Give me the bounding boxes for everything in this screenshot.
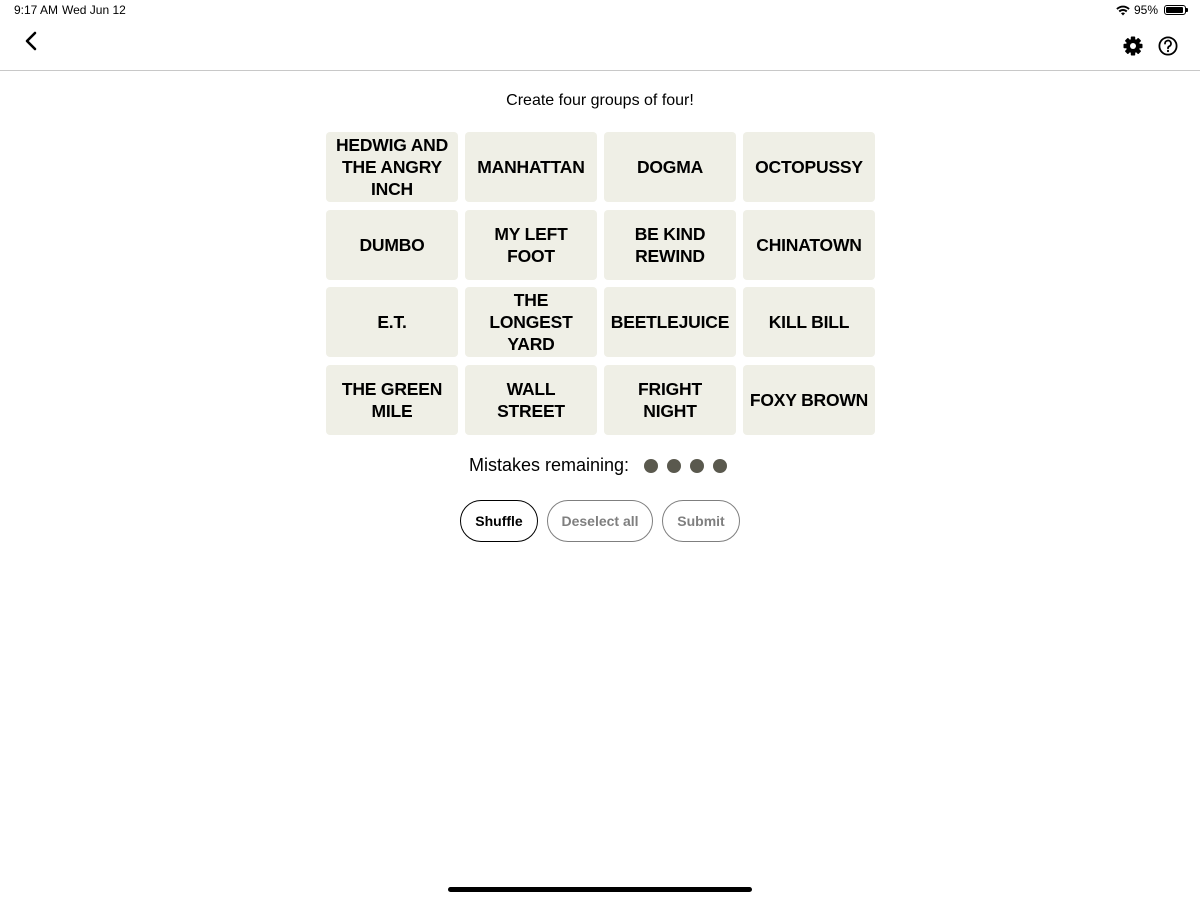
submit-button[interactable]: Submit (662, 500, 740, 542)
word-tile[interactable]: THE GREEN MILE (326, 365, 458, 435)
word-tile[interactable]: FRIGHT NIGHT (604, 365, 736, 435)
mistake-dot (644, 459, 658, 473)
status-bar (0, 0, 1200, 22)
word-tile[interactable]: MANHATTAN (465, 132, 597, 202)
deselect-all-button[interactable]: Deselect all (547, 500, 653, 542)
gear-icon (1122, 35, 1144, 57)
status-date: Wed Jun 12 (62, 3, 126, 17)
action-buttons (0, 500, 1200, 542)
status-right (1116, 3, 1186, 17)
shuffle-button[interactable]: Shuffle (460, 500, 538, 542)
mistake-dot (690, 459, 704, 473)
mistake-dot (713, 459, 727, 473)
help-button[interactable] (1157, 35, 1179, 57)
instructions-text: Create four groups of four! (506, 92, 694, 109)
word-tile[interactable]: HEDWIG AND THE ANGRY INCH (326, 132, 458, 202)
word-tile[interactable]: FOXY BROWN (743, 365, 875, 435)
word-tile[interactable]: BEETLEJUICE (604, 287, 736, 357)
battery-fill (1166, 7, 1183, 13)
question-circle-icon (1157, 35, 1179, 57)
chevron-left-icon (20, 28, 44, 56)
mistakes-remaining (0, 455, 1200, 476)
word-tile[interactable]: OCTOPUSSY (743, 132, 875, 202)
word-grid (326, 132, 875, 435)
mistake-dots (639, 459, 731, 473)
word-tile[interactable]: BE KIND REWIND (604, 210, 736, 280)
back-button[interactable] (20, 28, 44, 56)
word-tile[interactable]: KILL BILL (743, 287, 875, 357)
top-nav (0, 22, 1200, 71)
word-tile[interactable]: WALL STREET (465, 365, 597, 435)
mistake-dot (667, 459, 681, 473)
mistakes-label: Mistakes remaining: (468, 455, 630, 475)
home-indicator[interactable] (448, 887, 752, 892)
word-tile[interactable]: DUMBO (326, 210, 458, 280)
wifi-icon (1116, 5, 1130, 16)
word-tile[interactable]: MY LEFT FOOT (465, 210, 597, 280)
word-tile[interactable]: E.T. (326, 287, 458, 357)
status-time: 9:17 AM (14, 3, 59, 17)
word-tile[interactable]: DOGMA (604, 132, 736, 202)
settings-button[interactable] (1122, 35, 1144, 57)
word-tile[interactable]: THE LONGEST YARD (465, 287, 597, 357)
battery-percent: 95% (1133, 3, 1158, 17)
battery-icon (1164, 5, 1186, 15)
word-tile[interactable]: CHINATOWN (743, 210, 875, 280)
